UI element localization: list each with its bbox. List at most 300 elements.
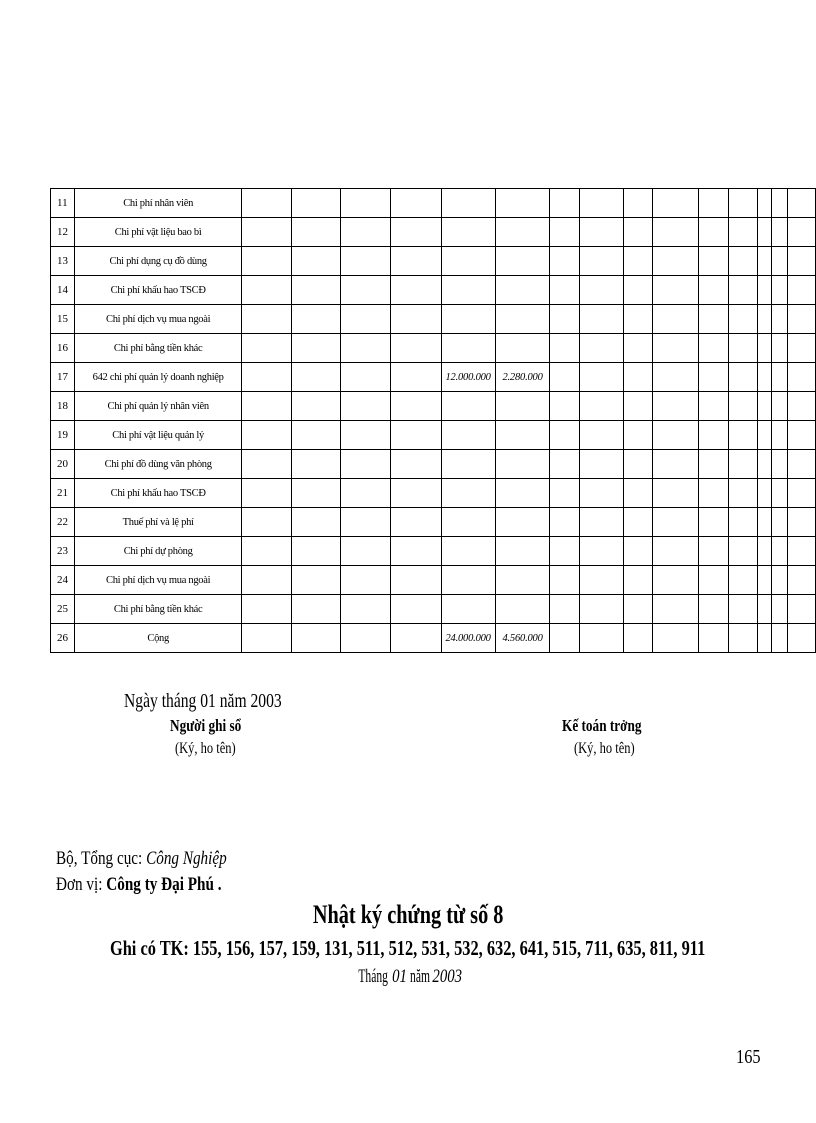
empty-cell: [579, 247, 624, 276]
journal-title-text: Nhật ký chứng từ số 8: [312, 900, 504, 929]
empty-cell: [787, 247, 815, 276]
empty-cell: [391, 421, 441, 450]
empty-cell: [391, 276, 441, 305]
empty-cell: [787, 421, 815, 450]
empty-cell: [550, 247, 579, 276]
empty-cell: [579, 218, 624, 247]
empty-cell: [550, 624, 579, 653]
empty-cell: [341, 218, 391, 247]
empty-cell: [341, 392, 391, 421]
empty-cell: [550, 276, 579, 305]
empty-cell: [292, 450, 341, 479]
unit-value: Công ty Đại Phú .: [106, 874, 222, 895]
empty-cell: [550, 218, 579, 247]
unit-line: [56, 874, 222, 896]
empty-cell: [729, 537, 758, 566]
row-number: 11: [51, 189, 75, 218]
empty-cell: [241, 595, 291, 624]
month-label: Tháng: [358, 966, 388, 987]
empty-cell: [624, 218, 653, 247]
amount-cell: [441, 305, 495, 334]
amount-cell: [495, 247, 550, 276]
row-number: 23: [51, 537, 75, 566]
empty-cell: [624, 450, 653, 479]
empty-cell: [241, 334, 291, 363]
recorder-title: Người ghi sổ: [170, 716, 242, 735]
empty-cell: [579, 334, 624, 363]
empty-cell: [699, 247, 729, 276]
empty-cell: [758, 624, 772, 653]
empty-cell: [241, 479, 291, 508]
empty-cell: [579, 624, 624, 653]
empty-cell: [729, 363, 758, 392]
empty-cell: [787, 363, 815, 392]
empty-cell: [787, 276, 815, 305]
empty-cell: [391, 392, 441, 421]
row-label: Chi phí đồ dùng văn phòng: [75, 450, 242, 479]
table-row: [51, 305, 816, 334]
empty-cell: [391, 566, 441, 595]
row-number: 26: [51, 624, 75, 653]
empty-cell: [391, 247, 441, 276]
empty-cell: [699, 334, 729, 363]
empty-cell: [292, 537, 341, 566]
empty-cell: [758, 276, 772, 305]
empty-cell: [653, 595, 699, 624]
empty-cell: [550, 334, 579, 363]
empty-cell: [341, 189, 391, 218]
amount-cell: [495, 334, 550, 363]
empty-cell: [653, 189, 699, 218]
empty-cell: [391, 508, 441, 537]
empty-cell: [653, 566, 699, 595]
row-label: Cộng: [75, 624, 242, 653]
empty-cell: [772, 595, 788, 624]
empty-cell: [241, 392, 291, 421]
empty-cell: [653, 218, 699, 247]
empty-cell: [772, 450, 788, 479]
empty-cell: [772, 363, 788, 392]
amount-cell: [495, 392, 550, 421]
empty-cell: [729, 247, 758, 276]
empty-cell: [292, 421, 341, 450]
empty-cell: [729, 276, 758, 305]
empty-cell: [624, 276, 653, 305]
signature-date: Ngày tháng 01 năm 2003: [124, 690, 282, 712]
empty-cell: [729, 479, 758, 508]
amount-cell: 24.000.000: [441, 624, 495, 653]
recorder-note: (Ký, ho tên): [175, 740, 236, 757]
amount-cell: [441, 508, 495, 537]
row-number: 15: [51, 305, 75, 334]
empty-cell: [550, 537, 579, 566]
credit-accounts: [0, 936, 816, 961]
empty-cell: [699, 392, 729, 421]
empty-cell: [758, 363, 772, 392]
empty-cell: [550, 189, 579, 218]
empty-cell: [699, 218, 729, 247]
empty-cell: [579, 595, 624, 624]
journal-title: [0, 900, 816, 930]
empty-cell: [787, 450, 815, 479]
empty-cell: [758, 595, 772, 624]
period-text: [354, 966, 462, 988]
empty-cell: [292, 595, 341, 624]
empty-cell: [341, 334, 391, 363]
year-label: năm: [409, 966, 430, 987]
empty-cell: [579, 537, 624, 566]
empty-cell: [772, 537, 788, 566]
empty-cell: [579, 450, 624, 479]
empty-cell: [772, 334, 788, 363]
amount-cell: 2.280.000: [495, 363, 550, 392]
empty-cell: [292, 247, 341, 276]
row-label: Chi phí dụng cụ đồ dùng: [75, 247, 242, 276]
empty-cell: [699, 537, 729, 566]
row-label: Chi phí vật liệu bao bì: [75, 218, 242, 247]
empty-cell: [341, 363, 391, 392]
empty-cell: [241, 189, 291, 218]
empty-cell: [699, 363, 729, 392]
ministry-line: [56, 848, 227, 870]
empty-cell: [391, 537, 441, 566]
empty-cell: [241, 450, 291, 479]
ministry-label: Bộ, Tổng cục:: [56, 848, 147, 869]
empty-cell: [699, 624, 729, 653]
empty-cell: [729, 450, 758, 479]
amount-cell: [495, 189, 550, 218]
amount-cell: [495, 479, 550, 508]
empty-cell: [758, 537, 772, 566]
empty-cell: [787, 479, 815, 508]
empty-cell: [699, 305, 729, 334]
empty-cell: [653, 508, 699, 537]
row-number: 13: [51, 247, 75, 276]
empty-cell: [653, 450, 699, 479]
empty-cell: [341, 305, 391, 334]
empty-cell: [391, 450, 441, 479]
chief-accountant-title: Kế toán trởng: [562, 716, 642, 735]
empty-cell: [391, 363, 441, 392]
ledger-body: [51, 189, 816, 653]
row-number: 19: [51, 421, 75, 450]
table-row: [51, 479, 816, 508]
empty-cell: [729, 218, 758, 247]
empty-cell: [772, 392, 788, 421]
empty-cell: [579, 276, 624, 305]
empty-cell: [772, 508, 788, 537]
amount-cell: [495, 305, 550, 334]
empty-cell: [653, 479, 699, 508]
empty-cell: [772, 276, 788, 305]
empty-cell: [758, 392, 772, 421]
empty-cell: [787, 624, 815, 653]
empty-cell: [653, 276, 699, 305]
empty-cell: [292, 624, 341, 653]
amount-cell: 4.560.000: [495, 624, 550, 653]
table-row: [51, 334, 816, 363]
empty-cell: [579, 508, 624, 537]
table-row: [51, 218, 816, 247]
table-row: [51, 363, 816, 392]
empty-cell: [653, 305, 699, 334]
empty-cell: [729, 595, 758, 624]
empty-cell: [729, 508, 758, 537]
empty-cell: [241, 537, 291, 566]
empty-cell: [292, 392, 341, 421]
row-number: 21: [51, 479, 75, 508]
amount-cell: [441, 421, 495, 450]
empty-cell: [579, 479, 624, 508]
amount-cell: [495, 566, 550, 595]
empty-cell: [241, 276, 291, 305]
empty-cell: [787, 218, 815, 247]
empty-cell: [758, 421, 772, 450]
table-row: [51, 508, 816, 537]
empty-cell: [624, 305, 653, 334]
empty-cell: [758, 305, 772, 334]
empty-cell: [699, 276, 729, 305]
month-value: 01: [391, 966, 407, 987]
credit-accounts-text: Ghi có TK: 155, 156, 157, 159, 131, 511, 512, 531, 532, 632, 641, 515, 711, 635, 811, 911: [110, 936, 706, 960]
empty-cell: [341, 421, 391, 450]
empty-cell: [550, 595, 579, 624]
row-label: Chi phí bằng tiền khác: [75, 334, 242, 363]
table-row: [51, 392, 816, 421]
empty-cell: [758, 479, 772, 508]
empty-cell: [391, 218, 441, 247]
empty-cell: [292, 218, 341, 247]
row-label: Chi phí nhân viên: [75, 189, 242, 218]
empty-cell: [758, 566, 772, 595]
year-value: 2003: [432, 966, 462, 987]
empty-cell: [292, 276, 341, 305]
row-number: 24: [51, 566, 75, 595]
empty-cell: [729, 566, 758, 595]
empty-cell: [653, 363, 699, 392]
empty-cell: [787, 189, 815, 218]
empty-cell: [550, 508, 579, 537]
empty-cell: [550, 363, 579, 392]
empty-cell: [292, 566, 341, 595]
table-row: [51, 537, 816, 566]
empty-cell: [241, 218, 291, 247]
empty-cell: [241, 363, 291, 392]
row-number: 20: [51, 450, 75, 479]
row-number: 18: [51, 392, 75, 421]
row-label: Chi phí bằng tiền khác: [75, 595, 242, 624]
empty-cell: [758, 218, 772, 247]
amount-cell: [441, 479, 495, 508]
empty-cell: [787, 334, 815, 363]
empty-cell: [579, 305, 624, 334]
row-number: 12: [51, 218, 75, 247]
empty-cell: [787, 508, 815, 537]
amount-cell: [441, 566, 495, 595]
empty-cell: [550, 421, 579, 450]
empty-cell: [729, 421, 758, 450]
empty-cell: [624, 363, 653, 392]
empty-cell: [653, 392, 699, 421]
empty-cell: [653, 537, 699, 566]
amount-cell: 12.000.000: [441, 363, 495, 392]
row-label: Chi phí dịch vụ mua ngoài: [75, 305, 242, 334]
empty-cell: [341, 624, 391, 653]
row-label: Chi phí quản lý nhân viên: [75, 392, 242, 421]
amount-cell: [441, 450, 495, 479]
empty-cell: [729, 334, 758, 363]
row-label: Chi phí dự phòng: [75, 537, 242, 566]
empty-cell: [653, 247, 699, 276]
empty-cell: [624, 508, 653, 537]
row-number: 22: [51, 508, 75, 537]
empty-cell: [729, 624, 758, 653]
row-label: Chi phí dịch vụ mua ngoài: [75, 566, 242, 595]
empty-cell: [341, 450, 391, 479]
empty-cell: [624, 537, 653, 566]
amount-cell: [441, 189, 495, 218]
empty-cell: [391, 189, 441, 218]
empty-cell: [758, 508, 772, 537]
empty-cell: [699, 508, 729, 537]
table-row: [51, 189, 816, 218]
table-row: [51, 566, 816, 595]
empty-cell: [292, 189, 341, 218]
row-number: 25: [51, 595, 75, 624]
empty-cell: [699, 566, 729, 595]
table-row: [51, 276, 816, 305]
table-row: [51, 624, 816, 653]
empty-cell: [699, 421, 729, 450]
empty-cell: [624, 479, 653, 508]
period-line: [0, 966, 816, 988]
empty-cell: [653, 421, 699, 450]
empty-cell: [241, 566, 291, 595]
empty-cell: [292, 334, 341, 363]
amount-cell: [441, 218, 495, 247]
empty-cell: [699, 189, 729, 218]
empty-cell: [391, 334, 441, 363]
empty-cell: [699, 595, 729, 624]
empty-cell: [787, 566, 815, 595]
empty-cell: [579, 566, 624, 595]
amount-cell: [441, 247, 495, 276]
empty-cell: [787, 392, 815, 421]
empty-cell: [772, 305, 788, 334]
empty-cell: [624, 421, 653, 450]
empty-cell: [241, 247, 291, 276]
empty-cell: [341, 566, 391, 595]
empty-cell: [550, 392, 579, 421]
empty-cell: [550, 305, 579, 334]
empty-cell: [292, 508, 341, 537]
amount-cell: [441, 392, 495, 421]
ledger-table: [50, 188, 816, 653]
amount-cell: [495, 450, 550, 479]
unit-label: Đơn vị:: [56, 874, 107, 895]
empty-cell: [341, 595, 391, 624]
empty-cell: [391, 624, 441, 653]
table-row: [51, 421, 816, 450]
empty-cell: [241, 508, 291, 537]
empty-cell: [391, 479, 441, 508]
empty-cell: [579, 363, 624, 392]
amount-cell: [495, 421, 550, 450]
empty-cell: [758, 247, 772, 276]
empty-cell: [579, 392, 624, 421]
empty-cell: [772, 479, 788, 508]
empty-cell: [241, 421, 291, 450]
empty-cell: [758, 334, 772, 363]
table-row: [51, 450, 816, 479]
empty-cell: [624, 595, 653, 624]
chief-accountant-note: (Ký, ho tên): [574, 740, 635, 757]
ministry-value: Công Nghiệp: [146, 848, 227, 869]
empty-cell: [341, 479, 391, 508]
amount-cell: [495, 537, 550, 566]
amount-cell: [441, 537, 495, 566]
empty-cell: [699, 479, 729, 508]
table-row: [51, 247, 816, 276]
empty-cell: [758, 189, 772, 218]
empty-cell: [772, 189, 788, 218]
row-number: 17: [51, 363, 75, 392]
empty-cell: [758, 450, 772, 479]
empty-cell: [579, 189, 624, 218]
empty-cell: [241, 624, 291, 653]
table-row: [51, 595, 816, 624]
empty-cell: [391, 595, 441, 624]
empty-cell: [729, 392, 758, 421]
empty-cell: [550, 566, 579, 595]
row-label: Thuế phí và lệ phí: [75, 508, 242, 537]
empty-cell: [772, 566, 788, 595]
empty-cell: [341, 276, 391, 305]
empty-cell: [292, 305, 341, 334]
empty-cell: [772, 247, 788, 276]
empty-cell: [341, 508, 391, 537]
empty-cell: [772, 218, 788, 247]
empty-cell: [729, 189, 758, 218]
empty-cell: [341, 247, 391, 276]
page-number: 165: [736, 1046, 761, 1068]
row-label: 642 chi phí quản lý doanh nghiệp: [75, 363, 242, 392]
amount-cell: [495, 595, 550, 624]
empty-cell: [699, 450, 729, 479]
empty-cell: [653, 334, 699, 363]
empty-cell: [787, 595, 815, 624]
row-number: 14: [51, 276, 75, 305]
row-number: 16: [51, 334, 75, 363]
row-label: Chi phí khấu hao TSCĐ: [75, 276, 242, 305]
amount-cell: [495, 276, 550, 305]
empty-cell: [292, 479, 341, 508]
empty-cell: [772, 421, 788, 450]
empty-cell: [787, 305, 815, 334]
empty-cell: [653, 624, 699, 653]
amount-cell: [441, 595, 495, 624]
empty-cell: [241, 305, 291, 334]
empty-cell: [550, 450, 579, 479]
empty-cell: [772, 624, 788, 653]
empty-cell: [624, 189, 653, 218]
amount-cell: [495, 218, 550, 247]
empty-cell: [624, 392, 653, 421]
empty-cell: [624, 624, 653, 653]
empty-cell: [550, 479, 579, 508]
amount-cell: [441, 334, 495, 363]
empty-cell: [341, 537, 391, 566]
